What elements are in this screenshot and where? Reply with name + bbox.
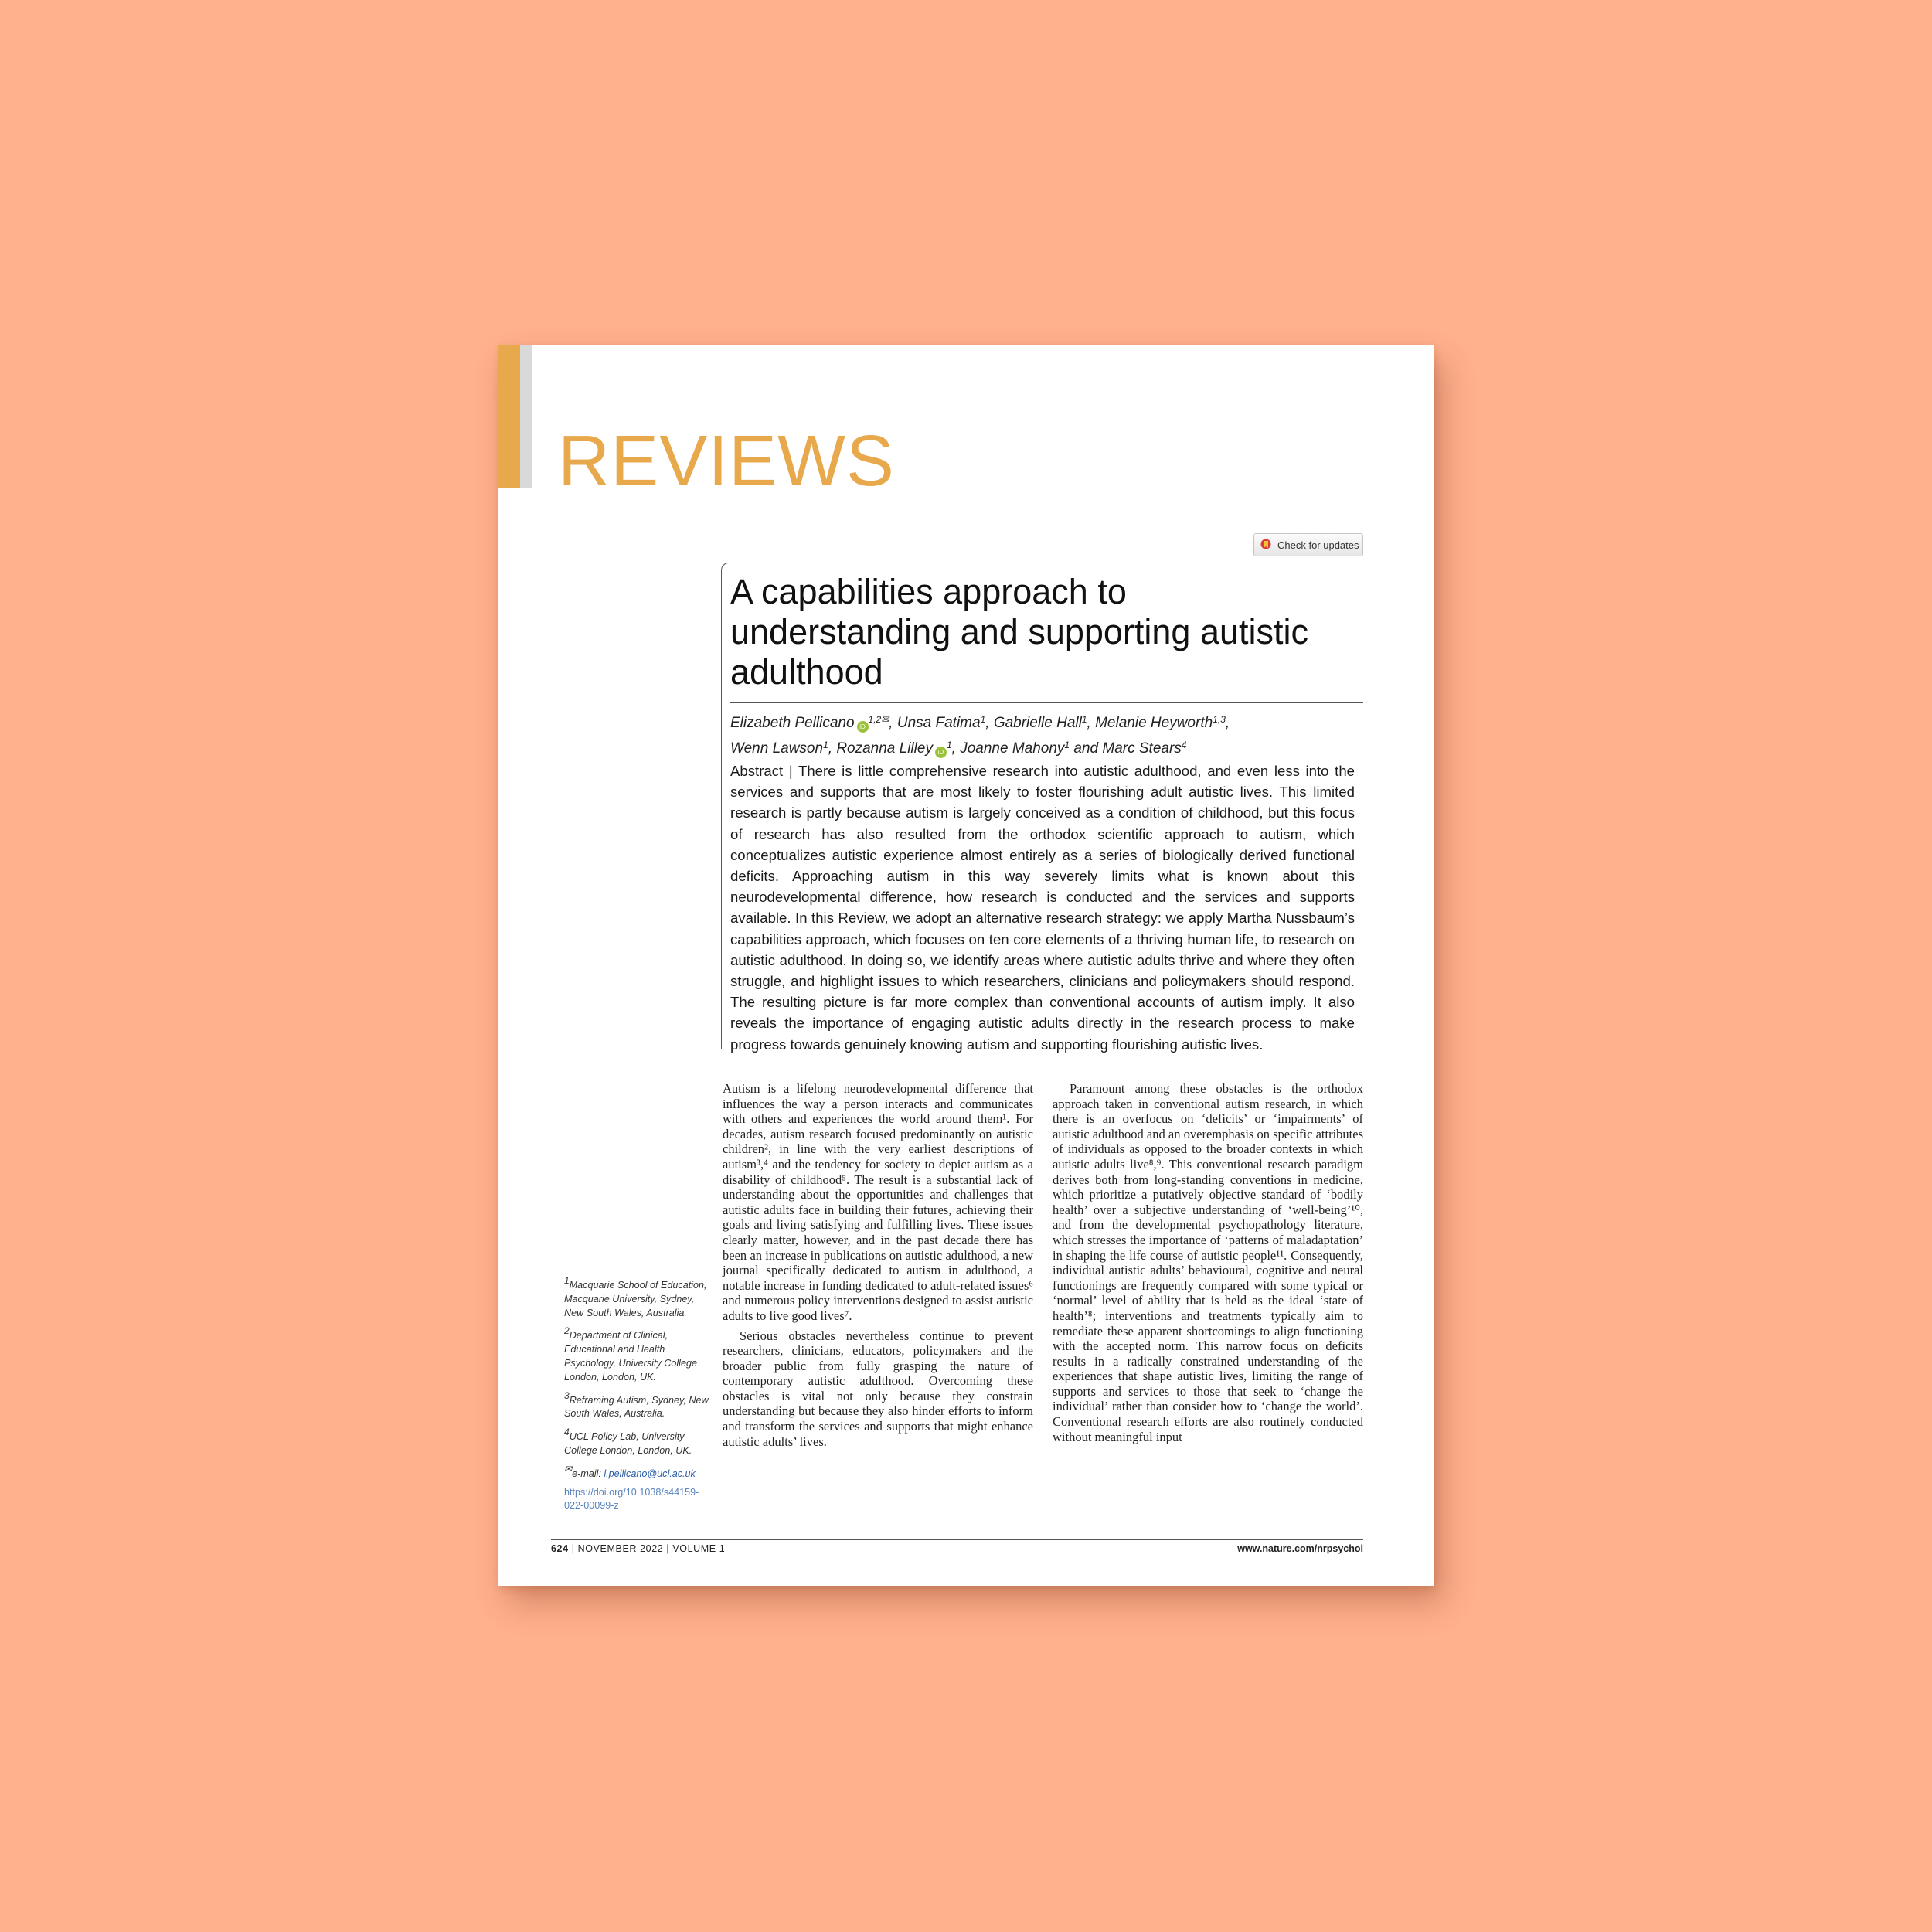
author-name: Marc Stears xyxy=(1102,740,1182,757)
author-name: Melanie Heyworth xyxy=(1095,715,1213,731)
author-name: Joanne Mahony xyxy=(960,740,1065,757)
body-paragraph: Paramount among these obstacles is the orthodox approach taken in conventional autism research, in which there is an overfocus on ‘deficits’ or ‘impairments’ of autistic adulthood and an overemphasis on specific attributes of individuals as opposed to the broader contexts in which autistic adults live⁸,⁹. This conventional research paradigm derives both from long-standing conventions in medicine, which prioritize a putatively objective standard of ‘bodily health’ over a subjective understanding of ‘well-being’¹⁰, and from the developmental psychopathology literature, which stresses the importance of ‘patterns of maladaptation’ in shaping the life course of autistic people¹¹. Consequently, individual autistic adults’ behavioural, cognitive and neural functionings are frequently compared with some typical or ‘normal’ level of ability that is held as the ideal ‘state of health’⁸; interventions and treatments typically aim to remediate these apparent shortcomings to align functioning with the accepted norm. This narrow focus on deficits results in a radically constrained understanding of the experiences that shape autistic lives, limiting the range of supports and services to those that seek to ‘change the individual’ rather than consider how to ‘change the world’. Conventional research efforts are also routinely conducted without meaningful input xyxy=(1053,1081,1363,1444)
footer-divider xyxy=(551,1539,1363,1540)
bookmark-icon xyxy=(1260,539,1271,551)
section-label: REVIEWS xyxy=(558,420,895,501)
section-accent-grey-bar xyxy=(520,345,532,488)
author-name: Wenn Lawson xyxy=(730,740,824,757)
affiliation-item: 3Reframing Autism, Sydney, New South Wales, Australia. xyxy=(564,1389,709,1420)
body-paragraph: Serious obstacles nevertheless continue to prevent researchers, clinicians, educators, policymakers and the broader public from fully grasping the nature of contemporary autistic adulthood. Overcoming these obstacles is vital not only because they constrain understanding but because they also hinder efforts to inform and transform the services and supports that might enhance autistic adults’ lives. xyxy=(723,1328,1033,1449)
author-affiliation-sup: 1 xyxy=(980,714,986,725)
journal-url[interactable]: www.nature.com/nrpsychol xyxy=(1237,1543,1363,1554)
author-name: Elizabeth Pellicano xyxy=(730,715,855,731)
author-affiliation-sup: 1 xyxy=(823,740,828,750)
author-list: Elizabeth Pellicano $iD^{1,2✉}$, Unsa Fatima$^1$, Gabrielle Hall$^1$, Melanie Heyworth$^{1,3}$, Wenn Lawson$^1$, Rozanna Lilley $iD^1$, Joanne Mahony$^1$ and Marc Stears$^4$ xyxy=(730,714,1230,757)
corresponding-email: ✉e-mail: l.pellicano@ucl.ac.uk xyxy=(564,1463,696,1479)
author-name: Unsa Fatima xyxy=(896,715,981,731)
footer-citation: 624 | NOVEMBER 2022 | VOLUME 1 xyxy=(551,1543,726,1554)
author-name: Rozanna Lilley xyxy=(836,740,933,757)
author-name: Gabrielle Hall xyxy=(993,715,1082,731)
author-affiliation-sup: 1 xyxy=(1064,740,1070,750)
affiliation-item: 4UCL Policy Lab, University College London, London, UK. xyxy=(564,1427,692,1456)
abstract: Abstract | There is little comprehensive research into autistic adulthood, and even less into the services and supports that are most likely to foster flourishing adult autistic lives. This limited research is partly because autism is largely conceived as a condition of childhood, but this focus of research has also resulted from the orthodox scientific approach to autism, which conceptualizes autistic experience almost entirely as a series of biologically derived functional deficits. Approaching autism in this way severely limits what is known about this neurodevelopmental difference, how research is conducted and the services and supports available. In this Review, we adopt an alternative research strategy: we apply Martha Nussbaum’s capabilities approach, which focuses on ten core elements of a thriving human life, to research on autistic adulthood. In doing so, we identify areas where autistic adults thrive and where they often struggle, and highlight issues to which researchers, clinicians and policymakers should respond. The resulting picture is far more complex than conventional accounts of autism imply. It also reveals the importance of engaging autistic adults directly in the research process to make progress towards genuinely knowing autism and supporting flourishing autistic lives. xyxy=(730,763,1355,1053)
page-number: 624 xyxy=(551,1543,569,1554)
journal-page xyxy=(498,345,1434,1586)
volume: VOLUME 1 xyxy=(672,1543,726,1554)
section-accent-bar xyxy=(498,345,520,488)
abstract-label: Abstract xyxy=(730,763,784,779)
check-for-updates-label: Check for updates xyxy=(1277,539,1359,551)
affiliation-item: 2Department of Clinical, Educational and Health Psychology, University College London, London, UK. xyxy=(564,1325,697,1383)
article-title: A capabilities approach to understanding and supporting autistic adulthood xyxy=(730,572,1309,692)
author-affiliation-sup: 1,2✉ xyxy=(868,714,889,725)
author-affiliation-sup: 1,3 xyxy=(1213,714,1226,725)
author-affiliation-sup: 1 xyxy=(1081,714,1087,725)
abstract-text: There is little comprehensive research into autistic adulthood, and even less into the services and supports that are most likely to foster flourishing adult autistic lives. This limited research is partly because autism is largely conceived as a condition of childhood, but this focus of research has also resulted from the orthodox scientific approach to autism, which conceptualizes autistic experience almost entirely as a series of biologically derived functional deficits. Approaching autism in this way severely limits what is known about this neurodevelopmental difference, how research is conducted and the services and supports available. In this Review, we adopt an alternative research strategy: we apply Martha Nussbaum’s capabilities approach, which focuses on ten core elements of a thriving human life, to research on autistic adulthood. In doing so, we identify areas where autistic adults thrive and where they often struggle, and highlight issues to which researchers, clinicians and policymakers should respond. The resulting picture is far more complex than conventional accounts of autism imply. It also reveals the importance of engaging autistic adults directly in the research process to make progress towards genuinely knowing autism and supporting flourishing autistic lives. xyxy=(730,763,1355,1053)
check-for-updates-button[interactable] xyxy=(1253,533,1363,556)
body-column-1 xyxy=(723,1081,1033,1449)
issue-date: NOVEMBER 2022 xyxy=(577,1543,664,1554)
body-paragraph: Autism is a lifelong neurodevelopmental difference that influences the way a person interacts and communicates with others and experiences the world around them¹. For decades, autism research focused predominantly on autistic children², in line with the very earliest descriptions of autism³,⁴ and the tendency for society to depict autism as a disability of childhood⁵. The result is a substantial lack of understanding about the opportunities and challenges that autistic adults face in building their futures, achieving their goals and living satisfying and fulfilling lives. These issues clearly matter, however, and in the past decade there has been an increase in publications on autistic adulthood, a new journal specifically dedicated to autism in adulthood, a notable increase in funding dedicated to adult-related issues⁶ and numerous policy interventions designed to assist autistic adults to live good lives⁷. xyxy=(723,1081,1033,1323)
email-link[interactable]: l.pellicano@ucl.ac.uk xyxy=(604,1468,696,1479)
orcid-icon[interactable]: iD xyxy=(857,721,869,733)
doi-link[interactable]: https://doi.org/10.1038/s44159-022-00099-z xyxy=(564,1486,699,1512)
author-affiliation-sup: 4 xyxy=(1181,740,1187,750)
orcid-icon[interactable]: iD xyxy=(935,747,947,758)
affiliation-item: 1Macquarie School of Education, Macquarie University, Sydney, New South Wales, Australia. xyxy=(564,1275,707,1318)
affiliations xyxy=(564,1274,711,1518)
author-affiliation-sup: 1 xyxy=(946,740,952,750)
body-column-2 xyxy=(1053,1081,1363,1444)
title-divider xyxy=(730,702,1363,703)
